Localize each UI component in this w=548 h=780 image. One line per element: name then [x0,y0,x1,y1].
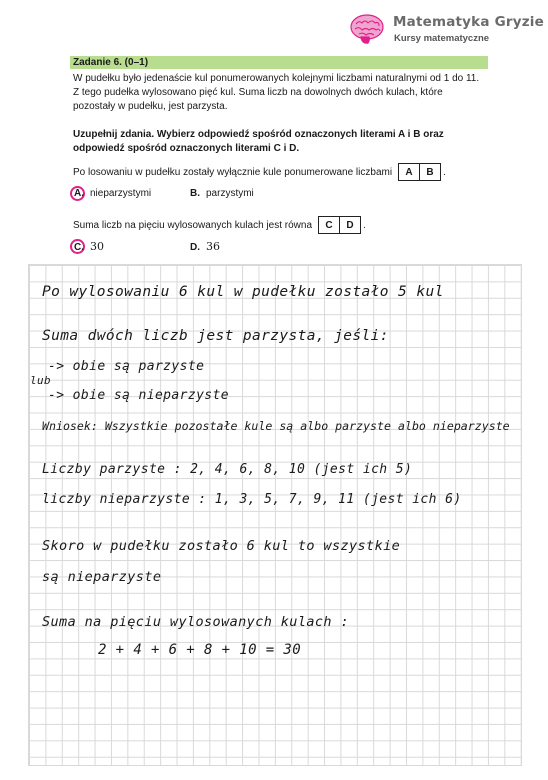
solution-line-8: Skoro w pudełku zostało 6 kul to wszystkie [42,538,401,554]
solution-line-1: Po wylosowaniu 6 kul w pudełku zostało 5 kul [42,284,444,300]
sentence-2-end: . [363,220,366,231]
option-d[interactable] [190,240,220,255]
sentence-2: Suma liczb na pięciu wylosowanych kulach jest równa [73,220,313,231]
option-c-text: 30 [90,240,104,253]
box-letter-b[interactable]: B [419,164,440,180]
option-b-text: parzystymi [206,188,254,199]
brain-icon [348,12,386,46]
sentence-1-end: . [443,167,446,178]
option-c[interactable] [74,240,104,255]
box-letter-a[interactable]: A [405,166,413,178]
solution-line-9: są nieparzyste [42,569,162,585]
brand-title: Matematyka Gryzie [393,14,544,30]
option-a[interactable] [74,187,151,201]
option-d-text: 36 [206,240,220,253]
instruction-line-2: odpowiedź spośród oznaczonych literami C i D. [73,143,300,154]
solution-line-5: Wniosek: Wszystkie pozostałe kule są albo parzyste albo nieparzyste [42,419,510,433]
solution-line-3: -> obie są parzyste [48,359,205,374]
option-b-letter: B. [190,188,200,199]
task-text-line-1: W pudełku było jedenaście kul ponumerowanych kolejnymi liczbami naturalnymi od 1 do 11. [73,73,480,84]
solution-line-or: lub [30,374,52,387]
option-d-letter: D. [190,242,200,253]
solution-line-2: Suma dwóch liczb jest parzysta, jeśli: [42,328,389,344]
option-a-text: nieparzystymi [90,188,152,199]
solution-line-11: 2 + 4 + 6 + 8 + 10 = 30 [98,642,302,658]
solution-line-6: Liczby parzyste : 2, 4, 6, 8, 10 (jest ich 5) [42,462,413,477]
answer-box-ab [398,163,441,181]
box-letter-d[interactable]: D [339,217,360,233]
brand-subtitle: Kursy matematyczne [394,33,490,44]
box-letter-c[interactable]: C [325,219,333,231]
instruction-line-1: Uzupełnij zdania. Wybierz odpowiedź spośród oznaczonych literami A i B oraz [73,129,444,140]
solution-line-7: liczby nieparzyste : 1, 3, 5, 7, 9, 11 (jest ich 6) [42,492,462,507]
answer-box-cd [318,216,361,234]
task-text-line-3: pozostały w pudełku, jest parzysta. [73,101,228,112]
option-b[interactable] [190,187,254,201]
page-header [0,0,548,52]
task-text-line-2: Z tego pudełka wylosowano pięć kul. Suma liczb na dowolnych dwóch kulach, które [73,87,443,98]
solution-line-10: Suma na pięciu wylosowanych kulach : [42,614,349,630]
sentence-1: Po losowaniu w pudełku zostały wyłącznie kule ponumerowane liczbami [73,167,393,178]
solution-line-4: -> obie są nieparzyste [48,388,229,403]
option-c-letter: C. [74,242,84,253]
option-a-letter: A. [74,188,84,199]
task-title: Zadanie 6. (0–1) [73,57,149,68]
